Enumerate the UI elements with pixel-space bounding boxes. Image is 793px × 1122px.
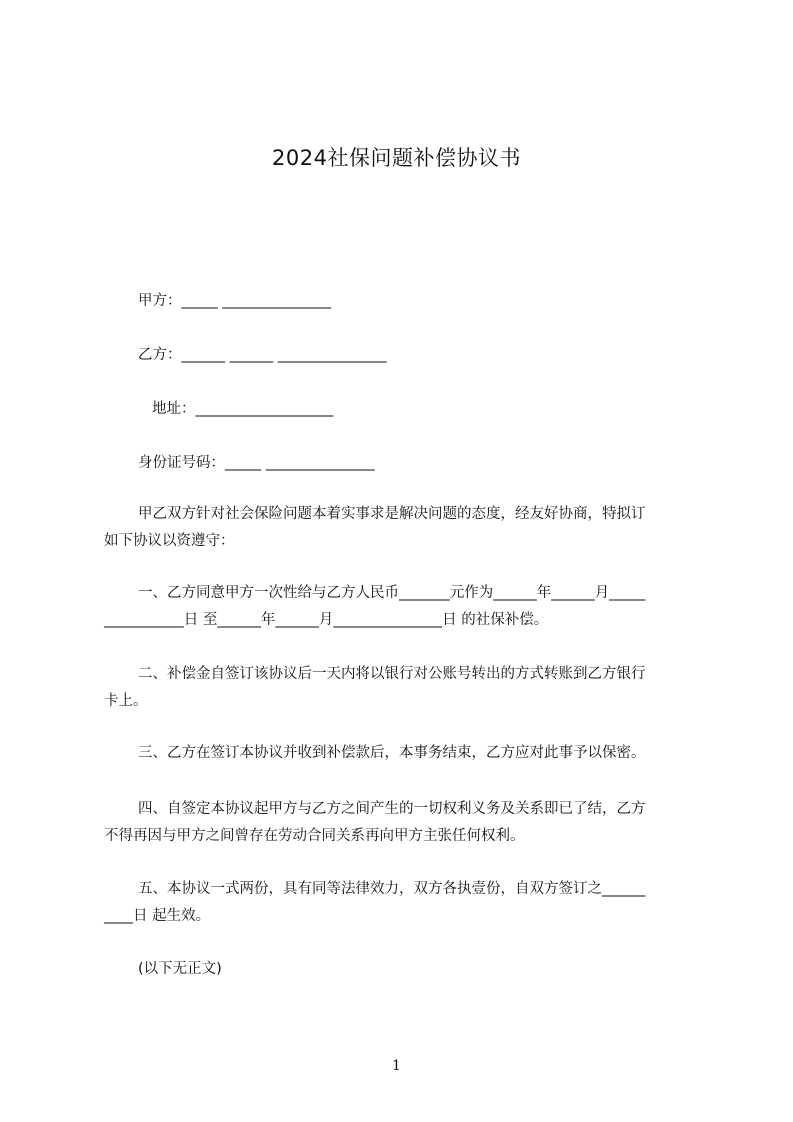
page-number: 1 xyxy=(392,1058,401,1074)
intro-line-1: 甲乙双方针对社会保险问题本着实事求是解决问题的态度，经友好协商，特拟订 xyxy=(138,506,646,522)
clause-1-line-1: 一、乙方同意甲方一次性给与乙方人民币_______元作为______年______月_____ xyxy=(138,585,646,601)
intro-line-2: 如下协议以资遵守： xyxy=(104,533,235,549)
id-number-field: 身份证号码：_____ _______________ xyxy=(138,455,375,471)
clause-2 xyxy=(104,661,701,715)
address-field: 地址：___________________ xyxy=(152,401,334,417)
clause-4 xyxy=(104,796,701,850)
intro-paragraph xyxy=(104,501,701,555)
document-title: 2024社保问题补偿协议书 xyxy=(272,146,521,170)
clause-5 xyxy=(104,876,701,930)
clause-2-line-1: 二、补偿金自签订该协议后一天内将以银行对公账号转出的方式转账到乙方银行 xyxy=(138,666,646,682)
party-b-field: 乙方：______ ______ _______________ xyxy=(138,347,387,363)
closing-note: (以下无正文) xyxy=(138,961,222,977)
clause-2-line-2: 卡上。 xyxy=(104,693,148,709)
clause-1-line-2: ___________日 至______年______月_______________日 的社保补偿。 xyxy=(104,612,549,628)
clause-4-line-2: 不得再因与甲方之间曾存在劳动合同关系再向甲方主张任何权利。 xyxy=(104,828,525,844)
clause-4-line-1: 四、自签定本协议起甲方与乙方之间产生的一切权利义务及关系即已了结，乙方 xyxy=(138,801,646,817)
clause-5-line-2: ____日 起生效。 xyxy=(104,908,211,924)
clause-3 xyxy=(104,740,701,767)
party-a-field: 甲方：_____ _______________ xyxy=(138,293,332,309)
clause-5-line-1: 五、本协议一式两份，具有同等法律效力，双方各执壹份，自双方签订之______ xyxy=(138,881,646,897)
clause-1 xyxy=(104,580,701,634)
clause-3-line-1: 三、乙方在签订本协议并收到补偿款后，本事务结束，乙方应对此事予以保密。 xyxy=(138,745,646,761)
